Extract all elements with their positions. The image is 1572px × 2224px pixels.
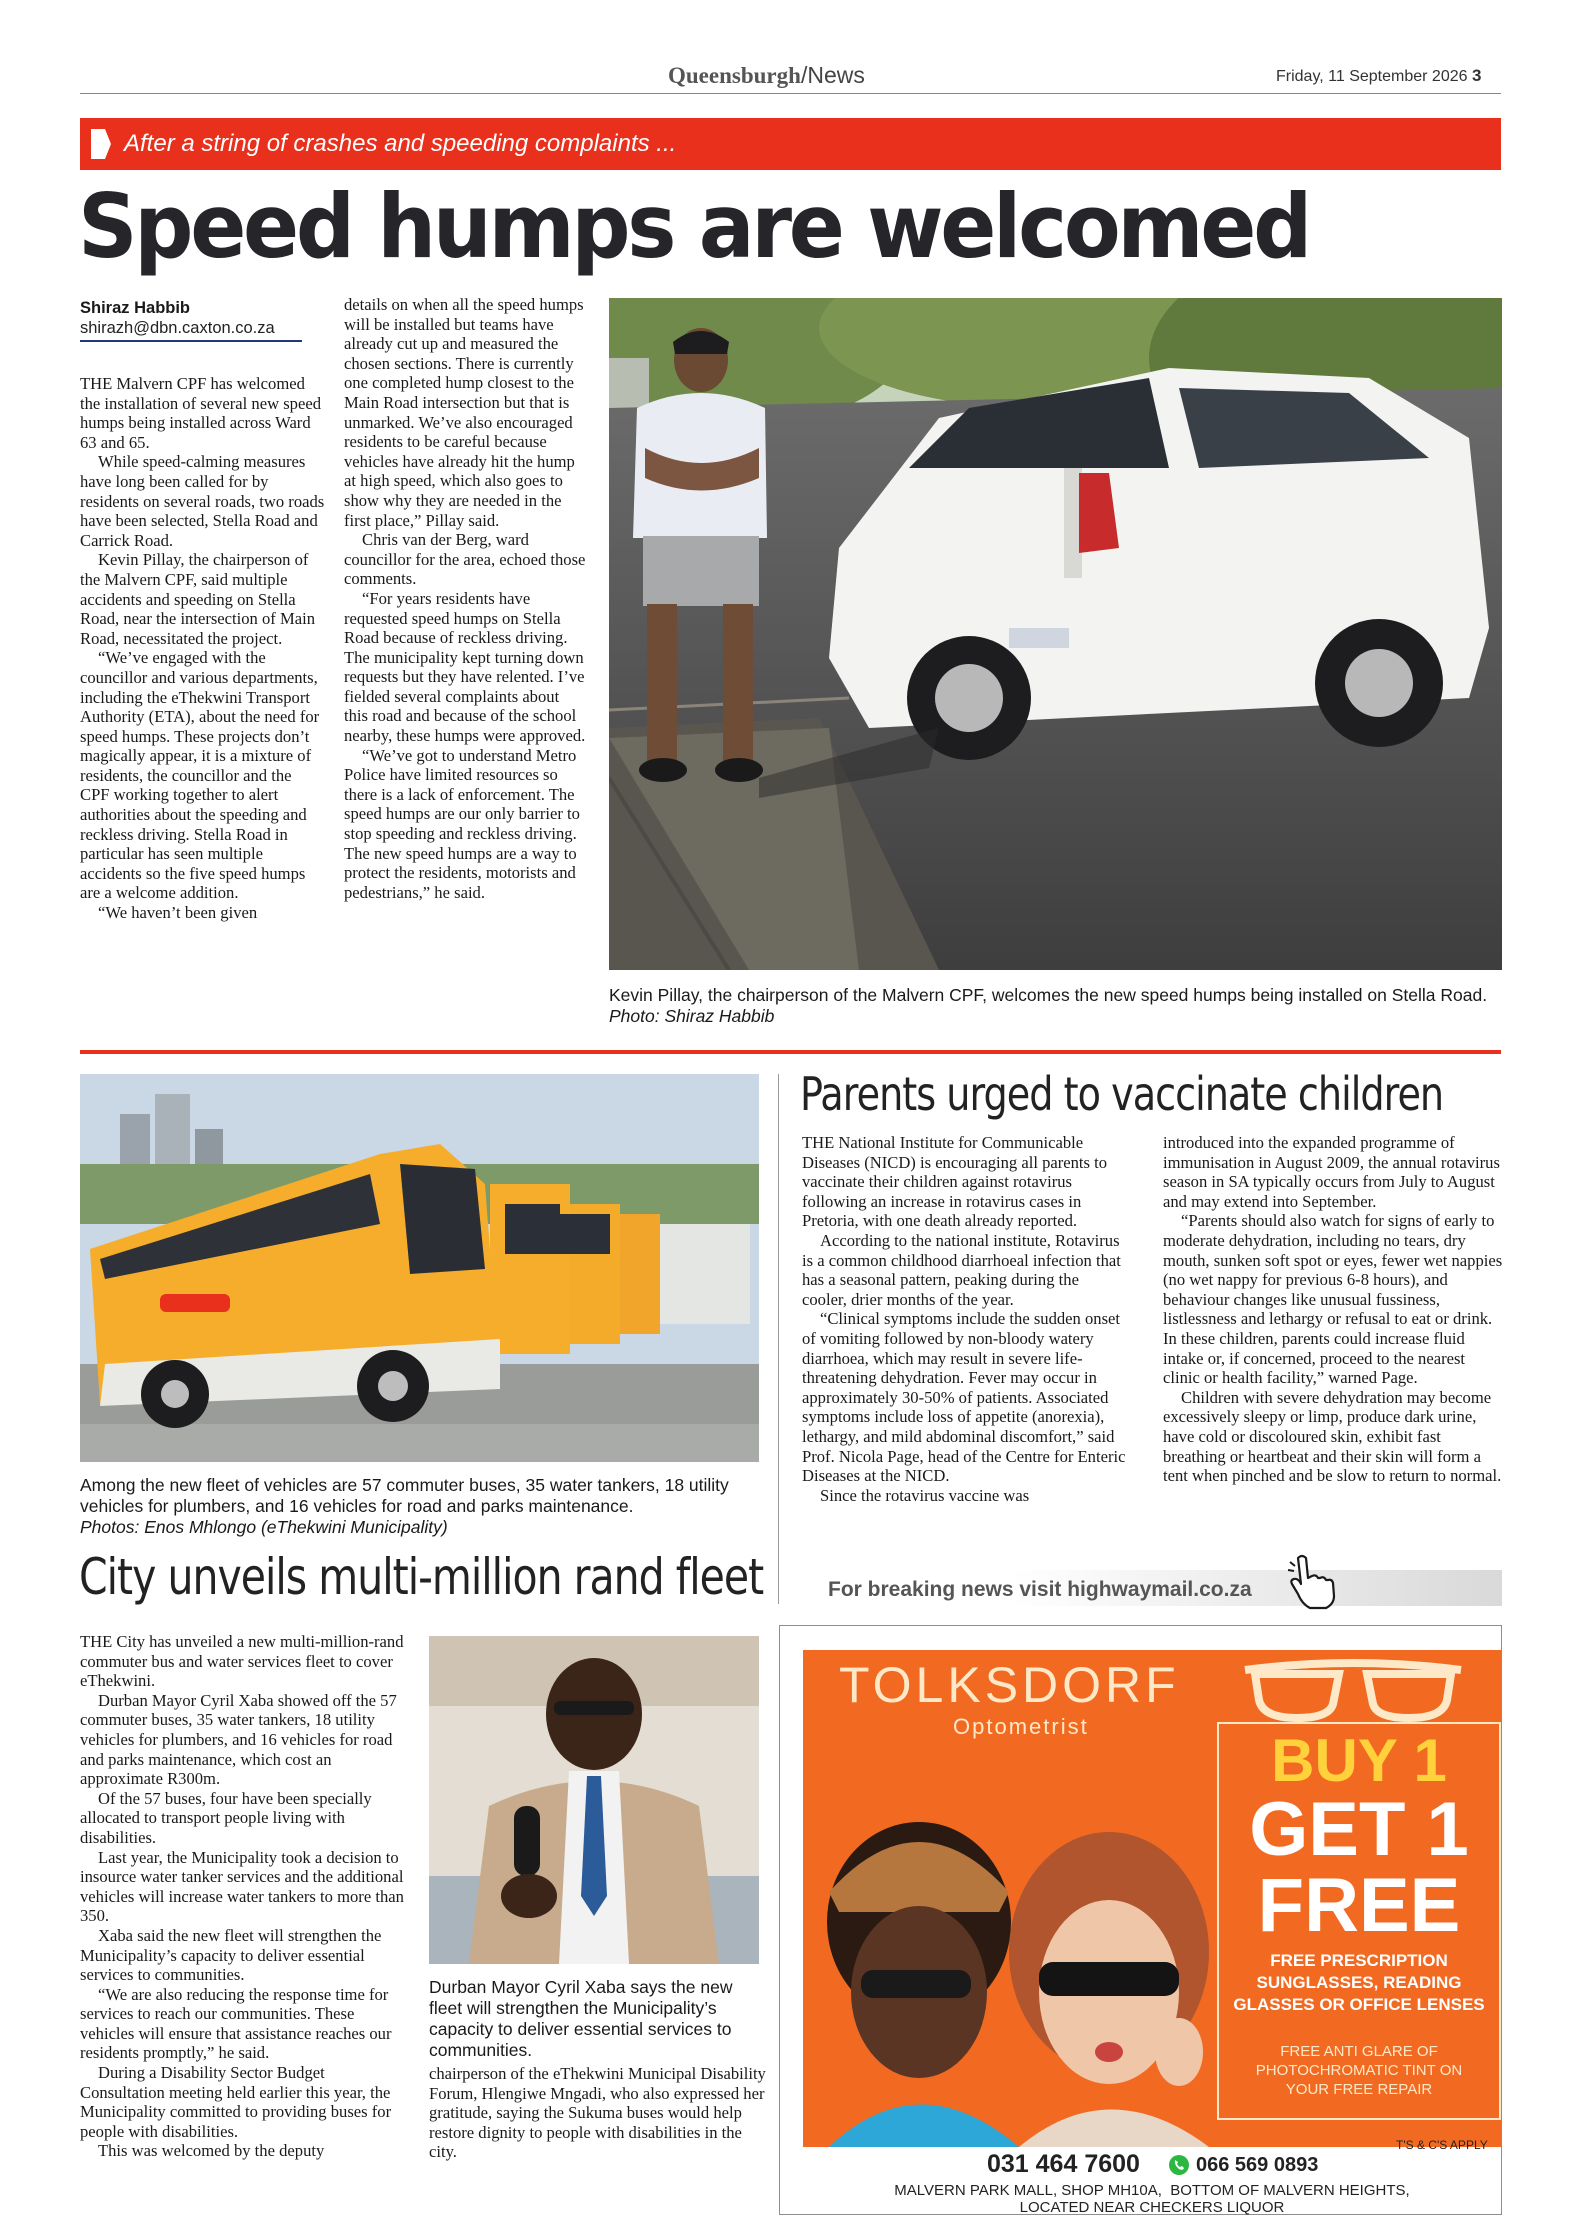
paragraph: “We are also reducing the response time for services to reach our communities. These vehicles will ensure that assistance reaches our residents promptly,” he said. [80,1984,392,2063]
kicker-text: After a string of crashes and speeding complaints ... [124,130,677,157]
paragraph: This was welcomed by the deputy [98,2141,325,2161]
mayor-image [429,1636,759,1964]
lead-photo-caption [609,985,1502,1027]
glasses-icon [1243,1656,1463,1726]
paragraph: Last year, the Municipality took a decision to insource water tanker services and the additional vehicles will increase water tankers to more than 350. [80,1847,404,1926]
ad-whatsapp[interactable]: 066 569 0893 [1196,2154,1319,2176]
ad-address-2: LOCATED NEAR CHECKERS LIQUOR [1019,2199,1285,2216]
ad-brand: TOLKSDORF [839,1657,1180,1713]
ad-subtitle: Optometrist [953,1714,1089,1739]
fleet-continuation [429,2064,774,2162]
ad-terms: T'S & C'S APPLY [1396,2138,1488,2152]
advert[interactable] [803,1650,1501,2147]
date-text: Friday, 11 September 2026 [1276,68,1468,85]
paragraph: Durban Mayor Cyril Xaba showed off the 57 commuter buses, 35 water tankers, 18 utility vehicles for plumbers, and 16 vehicles for road and parks maintenance, which cost an approximate R300m. [80,1690,397,1789]
paragraph: chairperson of the eThekwini Municipal Disability Forum, Hlengiwe Mngadi, who also expressed her gratitude, saying the Sukuma buses would help restore dignity to people with disabilities in the city. [429,2064,766,2162]
promo-text: For breaking news visit highwaymail.co.za [828,1578,1252,1601]
ad-address-1: MALVERN PARK MALL, SHOP MH10A, BOTTOM OF MALVERN HEIGHTS, [894,2182,1410,2199]
paragraph: “Clinical symptoms include the sudden onset of vomiting followed by non-bloody watery diarrhoea, which may result in severe life-threatening dehydration. Fever may occur in approximately 30-50% of patients. Associated symptoms include loss of appetite (anorexia), lethargy, and mild abdominal discomfort,” said Prof. Nicola Page, head of the Centre for Enteric Diseases at the NICD. [802,1309,1126,1486]
author-name: Shiraz Habbib [80,299,191,317]
pointing-hand-icon [1288,1554,1342,1610]
author-email[interactable]: shirazh@dbn.caxton.co.za [80,319,275,337]
vaccine-headline: Parents urged to vaccinate children [800,1067,1444,1121]
lead-photo [609,298,1502,970]
byline-rule [80,340,302,342]
section-divider [80,1050,1501,1054]
photo-credit: Photos: Enos Mhlongo (eThekwini Municipality) [80,1517,448,1537]
paragraph: Xaba said the new fleet will strengthen the Municipality’s capacity to deliver essential services to communities. [80,1925,382,1985]
paragraph: “We’ve got to understand Metro Police have limited resources so there is a lack of enforcement. The speed humps are our only barrier to stop speeding and reckless driving. The new speed humps are a way to protect the residents, motorists and pedestrians,” he said. [344,745,580,902]
header-rule [80,93,1501,94]
vaccine-column-2 [1163,1133,1503,1486]
fleet-photo [80,1074,759,1462]
mayor-photo-caption: Durban Mayor Cyril Xaba says the new fleet will strengthen the Municipality’s capacity to deliver essential services to communities. [429,1977,733,2060]
fleet-photo-caption [80,1475,770,1538]
section-town: Queensburgh [668,63,801,88]
lead-headline: Speed humps are welcomed [78,175,1310,278]
paragraph: “For years residents have requested speed humps on Stella Road because of reckless driving. The municipality kept turning down requests but they have relented. I’ve fielded several complaints about this road and because of the school nearby, these humps were approved. [344,588,586,746]
caption-text: Kevin Pillay, the chairperson of the Malvern CPF, welcomes the new speed humps being installed on Stella Road. [609,985,1488,1005]
paragraph: While speed-calming measures have long been called for by residents on several roads, two roads have been selected, Stella Road and Carrick Road. [80,452,325,550]
offer-detail: FREE PRESCRIPTION SUNGLASSES, READING GLASSES OR OFFICE LENSES [1233,1951,1485,2014]
paragraph: Since the rotavirus vaccine was [820,1485,1030,1505]
section-label [668,62,865,89]
offer-line-1: BUY 1 [1271,1727,1447,1794]
paragraph: Children with severe dehydration may become excessively sleepy or limp, produce dark urine, have cold or discoloured skin, exhibit fast breathing or heartbeat and their skin will form a tent when pinched and be slow to return to normal. [1163,1387,1502,1486]
paragraph: details on when all the speed humps will be installed but teams have already cut up and measured the chosen sections. There is currently one completed hump closest to the Main Road intersection but that is unmarked. We’ve also encouraged residents to be careful because vehicles have already hit the hump at high speed, which also goes to show why they are needed in the first place,” Pillay said. [344,295,584,530]
ad-phone[interactable]: 031 464 7600 [987,2150,1140,2178]
byline [80,298,302,342]
fleet-headline: City unveils multi-million rand fleet [79,1548,764,1606]
lead-column-2 [344,295,586,902]
paragraph: “We’ve engaged with the councillor and various departments, including the eThekwini Transport Authority (ETA), about the need for speed humps. These projects don’t magically appear, it is a mixture of residents, the councillor and the CPF working together to alert authorities about the speeding and reckless driving. Stella Road in particular has seen multiple accidents so the five speed humps are a welcome addition. [80,648,320,903]
paragraph: During a Disability Sector Budget Consultation meeting held earlier this year, the Municipality committed to providing buses for people with disabilities. [80,2063,392,2141]
offer-line-3: FREE [1257,1863,1461,1948]
paragraph: Of the 57 buses, four have been specially allocated to transport people living with disabilities. [80,1788,372,1847]
column-divider [778,1074,779,1604]
paragraph: THE National Institute for Communicable Diseases (NICD) is encouraging all parents to vaccinate their children against rotavirus following an increase in rotavirus cases in Pretoria, with one death already reported. [802,1133,1108,1231]
paragraph: Kevin Pillay, the chairperson of the Malvern CPF, said multiple accidents and speeding on Stella Road, near the intersection of Main Road, necessitated the project. [80,550,316,648]
caption-text: Among the new fleet of vehicles are 57 commuter buses, 35 water tankers, 18 utility vehicles for plumbers, and 16 vehicles for road and parks maintenance. [80,1475,729,1516]
kicker-tab-icon [89,127,113,161]
kicker-bar [80,118,1501,170]
whatsapp-icon [1168,2154,1190,2176]
paragraph: introduced into the expanded programme of immunisation in August 2009, the annual rotavirus season in SA typically occurs from July to August and may extend into September. [1163,1133,1500,1211]
paragraph: “Parents should also watch for signs of early to moderate dehydration, including no tears, dry mouth, sunken soft spot or eyes, fewer wet nappies (no wet nappy for previous 6-8 hours), and behaviour changes like unusual fussiness, listlessness and lethargy or refusal to eat or drink. In these children, parents could increase fluid intake or, if concerned, proceed to the nearest clinic or health facility,” warned Page. [1163,1211,1503,1388]
page-number: 3 [1471,66,1482,85]
masthead [0,58,1572,98]
bus-fleet-image [80,1074,759,1462]
paragraph: THE City has unveiled a new multi-million-rand commuter bus and water services fleet to cover eThekwini. [80,1632,404,1691]
page-date [1276,66,1481,86]
paragraph: “We haven’t been given [98,903,258,923]
fleet-body [80,1632,410,2161]
vaccine-column-1 [802,1133,1127,1505]
offer-extra: FREE ANTI GLARE OF PHOTOCHROMATIC TINT ON YOUR FREE REPAIR [1255,2043,1463,2098]
offer-box [1217,1722,1501,2120]
photo-credit: Photo: Shiraz Habbib [609,1006,775,1026]
road-scene-image [609,298,1502,970]
ad-models-image [809,1802,1219,2147]
paragraph: According to the national institute, Rotavirus is a common childhood diarrhoeal infection that has a seasonal pattern, peaking during the cooler, drier months of the year. [802,1230,1121,1309]
section-name: /News [800,62,865,88]
mayor-photo [429,1636,759,1964]
lead-column-1 [80,374,325,923]
breaking-news-promo[interactable] [800,1570,1502,1606]
paragraph: Chris van der Berg, ward councillor for the area, echoed those comments. [344,530,586,589]
offer-line-2: GET 1 [1249,1787,1469,1872]
paragraph: THE Malvern CPF has welcomed the installation of several new speed humps being installed across Ward 63 and 65. [80,374,321,452]
